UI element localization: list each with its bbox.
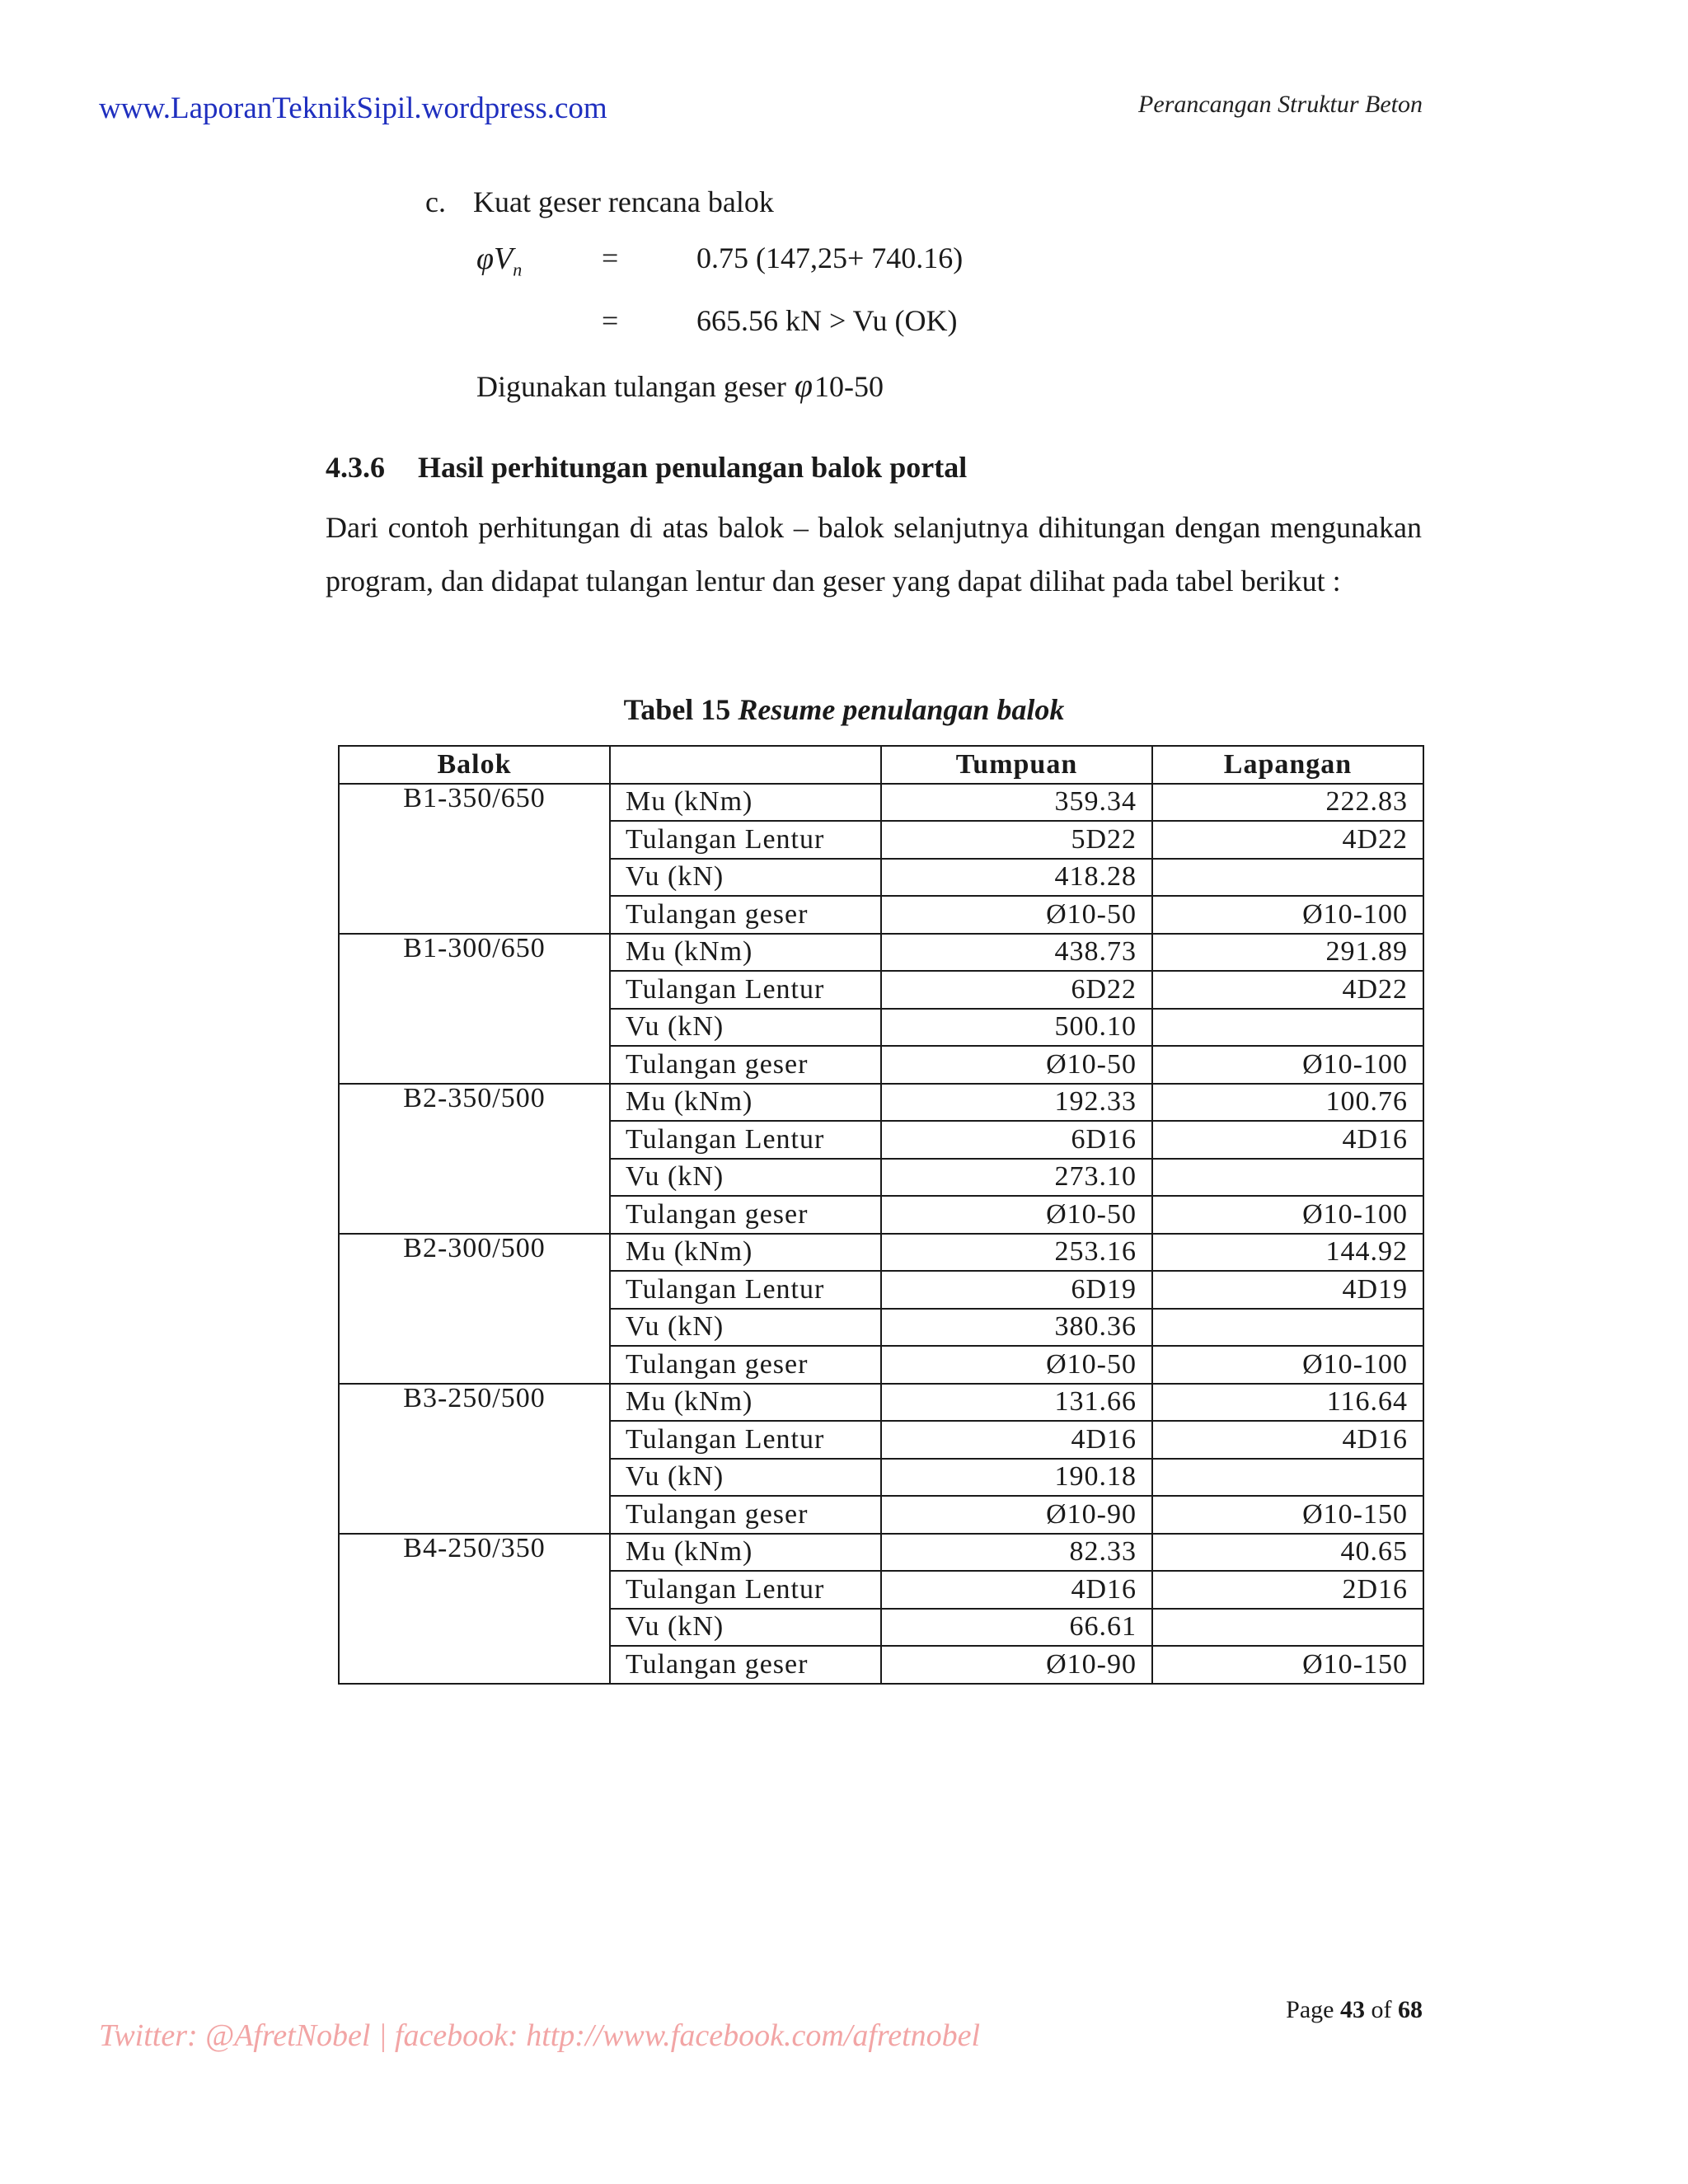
parameter-cell: Mu (kNm) [610,1384,881,1422]
tumpuan-cell: Ø10-50 [881,1046,1152,1084]
equation-rhs-2: 665.56 kN > Vu (OK) [696,304,958,337]
lapangan-cell: 100.76 [1152,1084,1423,1122]
lapangan-cell: 40.65 [1152,1534,1423,1572]
tumpuan-cell: 273.10 [881,1159,1152,1197]
tumpuan-cell: Ø10-50 [881,1196,1152,1234]
table-row [339,934,1423,972]
parameter-cell: Tulangan Lentur [610,1121,881,1159]
lapangan-cell: 116.64 [1152,1384,1423,1422]
column-header [610,746,881,784]
tumpuan-cell: Ø10-90 [881,1496,1152,1534]
column-header: Balok [339,746,610,784]
lapangan-cell: 291.89 [1152,934,1423,972]
tumpuan-cell: 253.16 [881,1234,1152,1272]
lapangan-cell: Ø10-100 [1152,1046,1423,1084]
lapangan-cell: 222.83 [1152,784,1423,822]
table-row [339,1234,1423,1272]
list-marker: c. [425,185,446,218]
resume-table [338,745,1424,1685]
lapangan-cell: Ø10-100 [1152,1196,1423,1234]
tumpuan-cell: 380.36 [881,1309,1152,1347]
table-body [339,784,1423,1684]
parameter-cell: Tulangan Lentur [610,1271,881,1309]
table-row [339,784,1423,822]
section-heading [326,450,967,485]
tumpuan-cell: 4D16 [881,1421,1152,1459]
list-item-c [425,185,774,219]
parameter-cell: Vu (kN) [610,1609,881,1647]
parameter-cell: Vu (kN) [610,1159,881,1197]
lapangan-cell [1152,1609,1423,1647]
parameter-cell: Mu (kNm) [610,784,881,822]
column-header: Tumpuan [881,746,1152,784]
parameter-cell: Tulangan geser [610,896,881,934]
parameter-cell: Tulangan geser [610,1196,881,1234]
tumpuan-cell: 500.10 [881,1009,1152,1047]
document-title: Perancangan Struktur Beton [1138,91,1423,118]
body-paragraph: Dari contoh perhitungan di atas balok – balok selanjutnya dihitungan dengan mengunakan program, dan didapat tulangan lentur dan geser yang dapat dilihat pada tabel berikut : [326,511,1422,598]
tumpuan-cell: 82.33 [881,1534,1152,1572]
parameter-cell: Tulangan geser [610,1346,881,1384]
parameter-cell: Mu (kNm) [610,1084,881,1122]
parameter-cell: Tulangan Lentur [610,1571,881,1609]
lapangan-cell: 4D16 [1152,1421,1423,1459]
tumpuan-cell: 6D19 [881,1271,1152,1309]
equation-row-1 [0,241,1688,282]
lapangan-cell: Ø10-100 [1152,1346,1423,1384]
equation-lhs: $\varphi V_n$ [476,241,523,280]
section-title: Hasil perhitungan penulangan balok portal [418,451,968,484]
phi-symbol: φ [794,367,814,404]
tumpuan-cell: 438.73 [881,934,1152,972]
tumpuan-cell: 418.28 [881,859,1152,897]
section-number: 4.3.6 [326,451,385,484]
table-row [339,1384,1423,1422]
parameter-cell: Vu (kN) [610,1459,881,1497]
equation-row-2 [0,303,1688,344]
lapangan-cell: 4D22 [1152,971,1423,1009]
beam-cell: B4-250/350 [339,1534,610,1684]
site-link[interactable]: www.LaporanTeknikSipil.wordpress.com [99,91,607,125]
table-caption: Tabel 15 Resume penulangan balok [623,693,1065,726]
used-reinforcement-line: Digunakan tulangan geser φ10-50 [476,367,884,404]
lapangan-cell [1152,1459,1423,1497]
lapangan-cell: 4D16 [1152,1121,1423,1159]
parameter-cell: Tulangan geser [610,1496,881,1534]
list-item-text: Kuat geser rencana balok [473,185,774,218]
parameter-cell: Tulangan Lentur [610,971,881,1009]
parameter-cell: Vu (kN) [610,1009,881,1047]
beam-cell: B3-250/500 [339,1384,610,1534]
table-row [339,1534,1423,1572]
equation-rhs-1: 0.75 (147,25+ 740.16) [696,241,964,274]
lapangan-cell: Ø10-100 [1152,896,1423,934]
tumpuan-cell: 131.66 [881,1384,1152,1422]
lapangan-cell [1152,859,1423,897]
lapangan-cell: Ø10-150 [1152,1496,1423,1534]
lapangan-cell: 4D19 [1152,1271,1423,1309]
parameter-cell: Tulangan geser [610,1646,881,1684]
tumpuan-cell: 192.33 [881,1084,1152,1122]
lapangan-cell [1152,1009,1423,1047]
footer-social-links: Twitter: @AfretNobel | facebook: http://www.facebook.com/afretnobel [99,2018,981,2053]
equals-sign: = [602,241,619,274]
tumpuan-cell: 6D22 [881,971,1152,1009]
parameter-cell: Mu (kNm) [610,1534,881,1572]
column-header: Lapangan [1152,746,1423,784]
tumpuan-cell: 5D22 [881,821,1152,859]
equals-sign: = [602,304,619,337]
tumpuan-cell: Ø10-90 [881,1646,1152,1684]
parameter-cell: Tulangan geser [610,1046,881,1084]
lapangan-cell: 2D16 [1152,1571,1423,1609]
parameter-cell: Vu (kN) [610,1309,881,1347]
tumpuan-cell: 6D16 [881,1121,1152,1159]
tumpuan-cell: Ø10-50 [881,1346,1152,1384]
parameter-cell: Vu (kN) [610,859,881,897]
tumpuan-cell: Ø10-50 [881,896,1152,934]
parameter-cell: Tulangan Lentur [610,821,881,859]
tumpuan-cell: 190.18 [881,1459,1152,1497]
lapangan-cell [1152,1159,1423,1197]
parameter-cell: Mu (kNm) [610,1234,881,1272]
table-row [339,1084,1423,1122]
parameter-cell: Tulangan Lentur [610,1421,881,1459]
lapangan-cell [1152,1309,1423,1347]
beam-cell: B2-300/500 [339,1234,610,1384]
lapangan-cell: 4D22 [1152,821,1423,859]
lapangan-cell: Ø10-150 [1152,1646,1423,1684]
tumpuan-cell: 4D16 [881,1571,1152,1609]
beam-cell: B1-300/650 [339,934,610,1084]
beam-cell: B2-350/500 [339,1084,610,1234]
page-number: Page 43 of 68 [1286,1996,1423,2023]
tumpuan-cell: 359.34 [881,784,1152,822]
tumpuan-cell: 66.61 [881,1609,1152,1647]
beam-cell: B1-350/650 [339,784,610,934]
table-header-row [339,746,1423,784]
lapangan-cell: 144.92 [1152,1234,1423,1272]
parameter-cell: Mu (kNm) [610,934,881,972]
